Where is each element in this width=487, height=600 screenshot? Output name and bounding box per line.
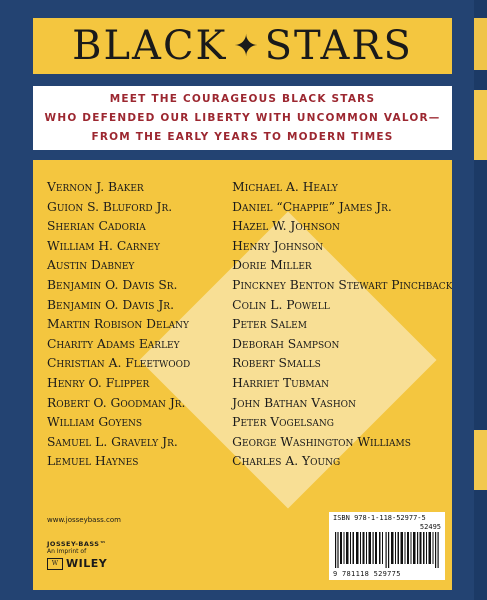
name-item: Charles A. Young xyxy=(232,454,341,469)
name-item: George Washington Williams xyxy=(232,434,411,449)
name-item: Lemuel Haynes xyxy=(47,454,139,469)
wiley-wordmark: WILEY xyxy=(66,557,108,570)
name-item: John Bathan Vashon xyxy=(232,395,356,410)
title-black: BLACK xyxy=(72,23,228,69)
names-column-right xyxy=(232,178,452,472)
name-item: Robert Smalls xyxy=(232,356,321,371)
spine-fragment xyxy=(474,90,487,160)
tagline-line: MEET THE COURAGEOUS BLACK STARS xyxy=(109,92,376,105)
wiley-mark-icon: W xyxy=(47,558,63,570)
tagline-line: WHO DEFENDED OUR LIBERTY WITH UNCOMMON VALOR— xyxy=(44,111,441,124)
name-item: Martin Robison Delany xyxy=(47,317,189,332)
name-item: Samuel L. Gravely Jr. xyxy=(47,434,178,449)
spine-title-fragment xyxy=(474,18,487,70)
name-item: Christian A. Fleetwood xyxy=(47,356,191,371)
name-item: Daniel “Chappie” James Jr. xyxy=(232,199,392,214)
imprint-name: JOSSEY-BASS™ xyxy=(47,540,107,548)
name-item: William Goyens xyxy=(47,415,143,430)
title-band xyxy=(33,18,452,74)
name-item: William H. Carney xyxy=(47,238,160,253)
title-stars: STARS xyxy=(264,23,413,69)
name-item: Harriet Tubman xyxy=(232,375,329,390)
tagline-line: FROM THE EARLY YEARS TO MODERN TIMES xyxy=(91,130,394,143)
name-item: Charity Adams Earley xyxy=(47,336,180,351)
spine-edge xyxy=(474,0,487,600)
names-list xyxy=(47,178,452,472)
name-item: Peter Vogelsang xyxy=(232,415,334,430)
tagline-band xyxy=(33,86,452,150)
name-item: Sherian Cadoria xyxy=(47,219,146,234)
imprint-of: An Imprint of xyxy=(47,548,87,555)
isbn-text: ISBN 978-1-118-52977-5 xyxy=(333,514,426,522)
name-item: Colin L. Powell xyxy=(232,297,330,312)
name-item: Robert O. Goodman Jr. xyxy=(47,395,186,410)
publisher-block xyxy=(47,540,107,570)
name-item: Peter Salem xyxy=(232,317,307,332)
spine-fragment-lower xyxy=(474,430,487,490)
name-item: Michael A. Healy xyxy=(232,180,338,194)
website-link[interactable]: www.josseybass.com xyxy=(47,516,121,524)
barcode-box xyxy=(329,512,445,580)
name-item: Guion S. Bluford Jr. xyxy=(47,199,173,214)
name-item: Vernon J. Baker xyxy=(47,180,144,194)
name-item: Deborah Sampson xyxy=(232,336,340,351)
name-item: Henry Johnson xyxy=(232,238,324,253)
name-item: Benjamin O. Davis Jr. xyxy=(47,297,174,312)
names-column-left xyxy=(47,178,190,472)
star-icon: ✦ xyxy=(233,28,259,64)
name-item: Dorie Miller xyxy=(232,258,312,273)
name-item: Austin Dabney xyxy=(47,258,135,273)
name-item: Pinckney Benton Stewart Pinchback xyxy=(232,277,452,292)
name-item: Hazel W. Johnson xyxy=(232,219,340,234)
name-item: Henry O. Flipper xyxy=(47,375,150,390)
wiley-logo xyxy=(47,557,107,570)
name-item: Benjamin O. Davis Sr. xyxy=(47,277,178,292)
barcode-icon xyxy=(335,532,439,568)
price-code: 52495 xyxy=(419,523,441,531)
names-panel xyxy=(33,160,452,590)
ean-text: 9 781118 529775 xyxy=(333,570,401,578)
